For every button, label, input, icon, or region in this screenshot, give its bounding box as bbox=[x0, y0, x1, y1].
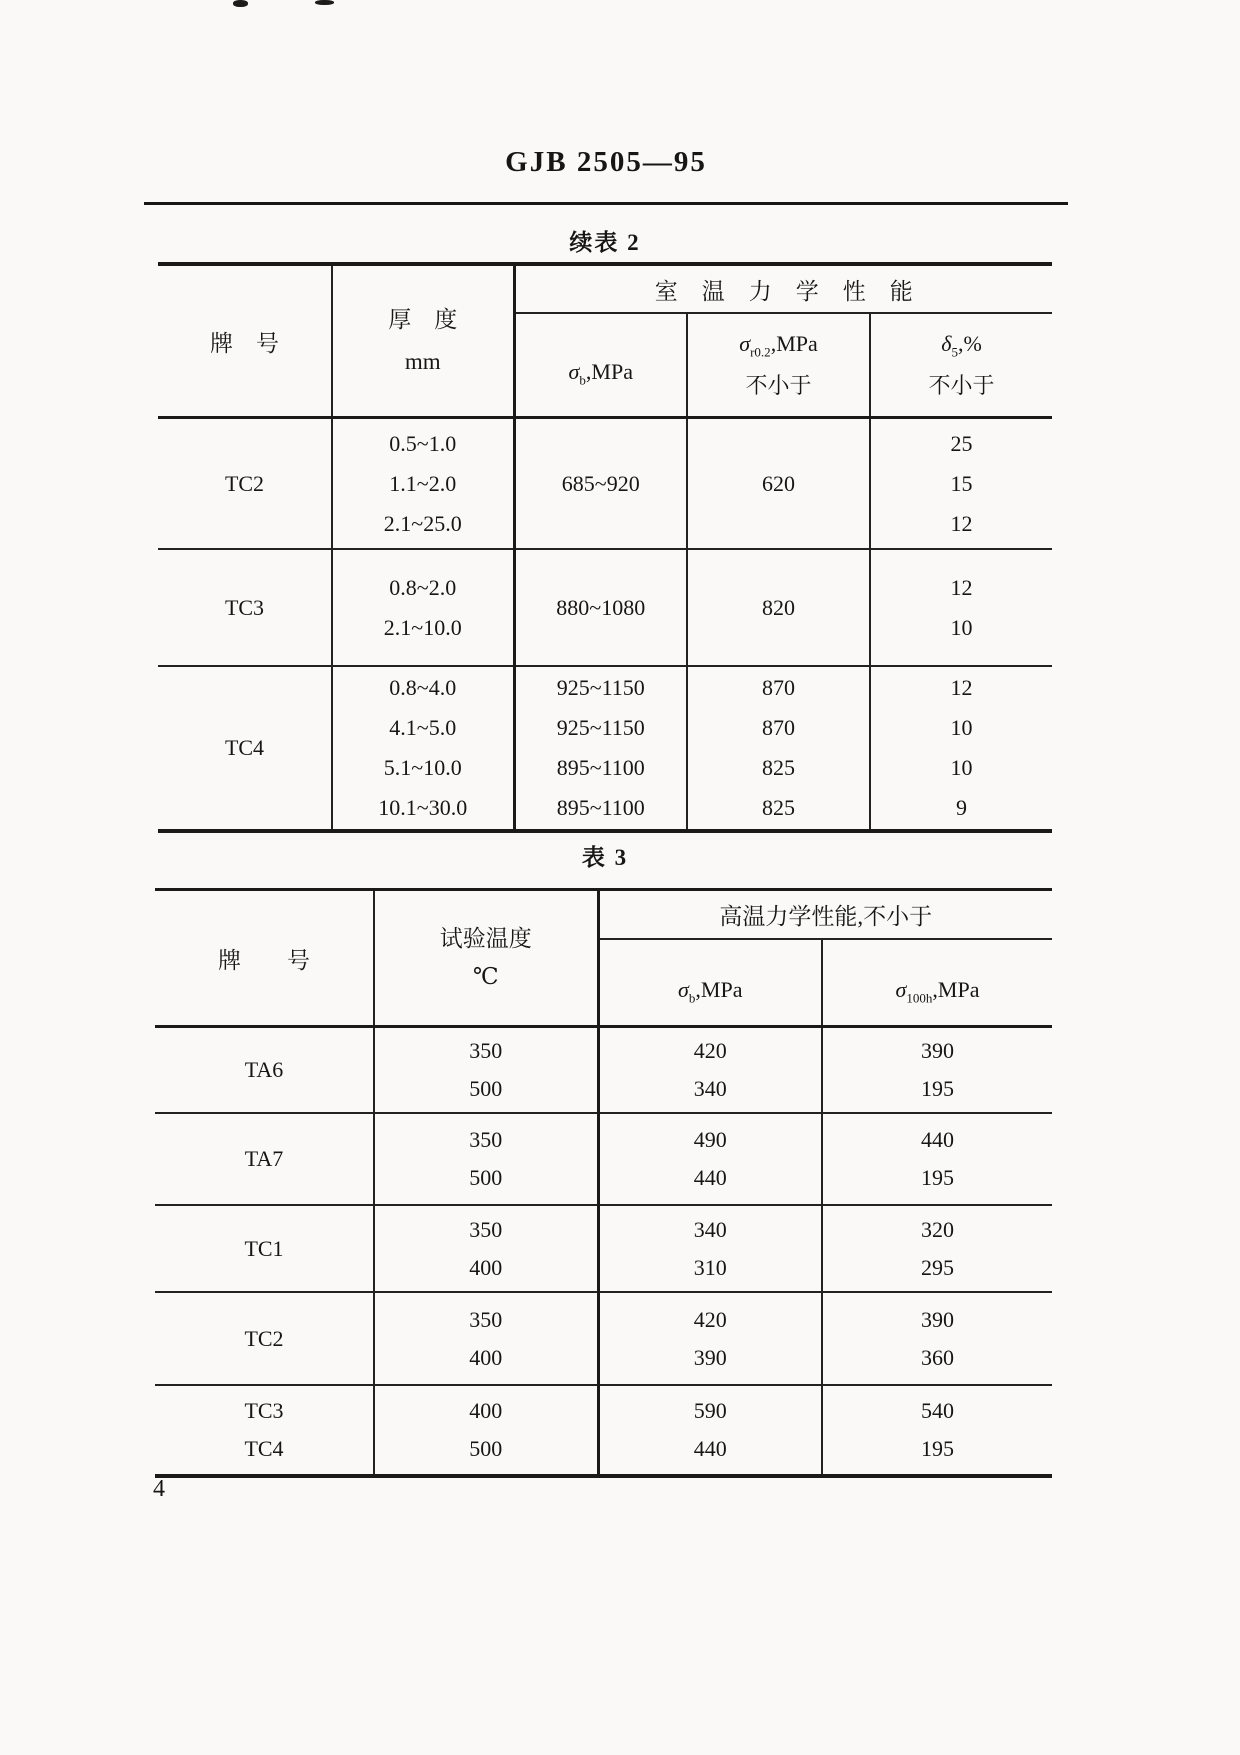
value-line: 12 bbox=[950, 510, 973, 536]
value-line: 400 bbox=[469, 1344, 503, 1370]
sigma-symbol: σ bbox=[739, 331, 751, 356]
value-line: 195 bbox=[921, 1436, 954, 1461]
grade-cell: TC2 bbox=[155, 1292, 374, 1385]
value-line: 10 bbox=[950, 715, 973, 740]
sigma-100h-cell bbox=[822, 1027, 1052, 1114]
value-line: 340 bbox=[693, 1076, 727, 1101]
sigma-r02-cell: 820 bbox=[687, 549, 870, 666]
sigma-b-cell bbox=[598, 1205, 822, 1292]
grade-cell: TA6 bbox=[155, 1027, 374, 1114]
thickness-cell bbox=[332, 666, 514, 831]
not-less-than-note: 不小于 bbox=[745, 373, 812, 398]
value-line: 500 bbox=[469, 1436, 503, 1461]
value-line: 870 bbox=[762, 675, 795, 700]
grade-cell: TA7 bbox=[155, 1113, 374, 1205]
value-line: 390 bbox=[921, 1306, 954, 1332]
value-line: 400 bbox=[469, 1398, 503, 1423]
value-line: 12 bbox=[950, 675, 973, 700]
table2-row-tc4 bbox=[158, 666, 1052, 831]
value-line: 0.5~1.0 bbox=[389, 430, 457, 456]
sigma-r02-cell bbox=[687, 666, 870, 831]
sigma-unit: ,MPa bbox=[770, 331, 818, 356]
sigma-symbol: σ bbox=[678, 976, 689, 1002]
value-line: 25 bbox=[950, 430, 973, 456]
value-line: 295 bbox=[921, 1254, 954, 1280]
thickness-unit: mm bbox=[404, 349, 441, 374]
delta5-cell bbox=[870, 666, 1052, 831]
table3-row-tc3-tc4 bbox=[155, 1385, 1052, 1476]
value-line: 825 bbox=[762, 795, 795, 820]
value-line: 2.1~10.0 bbox=[383, 614, 462, 640]
table2-row-tc3 bbox=[158, 549, 1052, 666]
thickness-cell bbox=[332, 549, 514, 666]
header-rule bbox=[144, 202, 1068, 205]
sigma-b-cell: 880~1080 bbox=[514, 549, 687, 666]
temperature-label: 试验温度 bbox=[439, 926, 532, 951]
sigma-subscript: r0.2 bbox=[750, 344, 771, 360]
temperature-cell bbox=[374, 1385, 598, 1476]
value-line: 925~1150 bbox=[556, 675, 645, 700]
standard-number-title: GJB 2505—95 bbox=[505, 146, 707, 178]
value-line: 195 bbox=[921, 1165, 954, 1190]
sigma-subscript: b bbox=[688, 989, 696, 1005]
value-line: 420 bbox=[693, 1306, 727, 1332]
table2-caption: 续表 2 bbox=[569, 230, 641, 255]
symbol-line bbox=[871, 323, 1052, 365]
table2-delta5-header bbox=[870, 313, 1052, 418]
value-line: 360 bbox=[921, 1344, 954, 1370]
sigma-unit: ,MPa bbox=[695, 976, 743, 1002]
value-line: 440 bbox=[693, 1436, 727, 1461]
sigma-unit: ,MPa bbox=[932, 976, 980, 1002]
delta-symbol: δ bbox=[941, 331, 952, 356]
symbol-line bbox=[688, 323, 869, 365]
value-line: 0.8~4.0 bbox=[389, 675, 457, 700]
sigma-subscript: 100h bbox=[906, 989, 933, 1005]
value-line: 1.1~2.0 bbox=[389, 470, 457, 496]
value-line: 925~1150 bbox=[556, 715, 645, 740]
value-line: 870 bbox=[762, 715, 795, 740]
temperature-unit: ℃ bbox=[472, 964, 499, 989]
delta5-cell bbox=[870, 418, 1052, 550]
sigma-subscript: b bbox=[579, 372, 586, 388]
table2-room-temp-group-header: 室温力学性能 bbox=[514, 264, 1052, 313]
value-line: 350 bbox=[469, 1306, 503, 1332]
temperature-cell bbox=[374, 1027, 598, 1114]
temperature-cell bbox=[374, 1292, 598, 1385]
value-line: 310 bbox=[693, 1254, 727, 1280]
thickness-cell bbox=[332, 418, 514, 550]
table2-sigma-r02-header bbox=[687, 313, 870, 418]
sigma-unit: ,MPa bbox=[585, 359, 633, 384]
value-line: 15 bbox=[950, 470, 973, 496]
value-line: 5.1~10.0 bbox=[383, 755, 462, 780]
table2-header-row-1 bbox=[158, 264, 1052, 313]
table2-sigma-b-header bbox=[514, 313, 687, 418]
value-line: 400 bbox=[469, 1254, 503, 1280]
page-number: 4 bbox=[153, 1476, 165, 1502]
value-line: 500 bbox=[469, 1165, 503, 1190]
table2-thickness-column-header bbox=[332, 264, 514, 418]
scan-artifact bbox=[315, 0, 334, 5]
value-line: 895~1100 bbox=[556, 755, 645, 780]
table3-test-temperature-header bbox=[374, 890, 598, 1027]
value-line: 9 bbox=[956, 795, 967, 820]
sigma-b-cell bbox=[598, 1385, 822, 1476]
table3-row-ta7 bbox=[155, 1113, 1052, 1205]
value-line: 825 bbox=[762, 755, 795, 780]
grade-cell: TC1 bbox=[155, 1205, 374, 1292]
value-line: 350 bbox=[469, 1127, 503, 1152]
sigma-100h-cell bbox=[822, 1292, 1052, 1385]
table2-grade-column-header: 牌 号 bbox=[158, 264, 332, 418]
grade-cell: TC3 bbox=[158, 549, 332, 666]
value-line: 540 bbox=[921, 1398, 954, 1423]
table3-row-ta6 bbox=[155, 1027, 1052, 1114]
value-line: 4.1~5.0 bbox=[389, 715, 457, 740]
table3-high-temp-group-header: 高温力学性能,不小于 bbox=[598, 890, 1052, 940]
table3-caption: 表 3 bbox=[581, 845, 629, 870]
table2-row-tc2 bbox=[158, 418, 1052, 550]
value-line: 340 bbox=[693, 1216, 727, 1242]
table3-row-tc2 bbox=[155, 1292, 1052, 1385]
value-line: 440 bbox=[693, 1165, 727, 1190]
value-line: 490 bbox=[693, 1127, 727, 1152]
value-line: 440 bbox=[921, 1127, 954, 1152]
temperature-cell bbox=[374, 1205, 598, 1292]
table3-sigma-100h-header bbox=[822, 939, 1052, 1027]
value-line: 0.8~2.0 bbox=[389, 574, 457, 600]
value-line: 350 bbox=[469, 1216, 503, 1242]
delta-subscript: 5 bbox=[951, 344, 958, 360]
temperature-cell bbox=[374, 1113, 598, 1205]
value-line: 195 bbox=[921, 1076, 954, 1101]
value-line: 420 bbox=[693, 1038, 727, 1063]
grade-cell: TC2 bbox=[158, 418, 332, 550]
sigma-symbol: σ bbox=[568, 359, 580, 384]
value-line: 10 bbox=[950, 614, 973, 640]
grade-cell: TC4 bbox=[158, 666, 332, 831]
sigma-b-cell bbox=[514, 666, 687, 831]
value-line: 2.1~25.0 bbox=[383, 510, 462, 536]
table3-sigma-b-header bbox=[598, 939, 822, 1027]
sigma-b-cell bbox=[598, 1027, 822, 1114]
value-line: 350 bbox=[469, 1038, 503, 1063]
table-3 bbox=[155, 888, 1052, 1478]
sigma-symbol: σ bbox=[895, 976, 907, 1002]
grade-cell bbox=[155, 1385, 374, 1476]
not-less-than-note: 不小于 bbox=[928, 373, 995, 398]
value-line: 12 bbox=[950, 574, 973, 600]
value-line: 390 bbox=[693, 1344, 727, 1370]
value-line: 590 bbox=[693, 1398, 727, 1423]
sigma-100h-cell bbox=[822, 1113, 1052, 1205]
value-line: TC3 bbox=[244, 1398, 284, 1423]
sigma-r02-cell: 620 bbox=[687, 418, 870, 550]
sigma-b-cell bbox=[598, 1113, 822, 1205]
delta-unit: ,% bbox=[957, 331, 982, 356]
sigma-b-cell: 685~920 bbox=[514, 418, 687, 550]
value-line: TC4 bbox=[244, 1436, 284, 1461]
scan-artifact bbox=[233, 0, 248, 7]
value-line: 10.1~30.0 bbox=[378, 795, 468, 820]
value-line: 320 bbox=[921, 1216, 954, 1242]
value-line: 10 bbox=[950, 755, 973, 780]
value-line: 390 bbox=[921, 1038, 954, 1063]
table3-row-tc1 bbox=[155, 1205, 1052, 1292]
value-line: 500 bbox=[469, 1076, 503, 1101]
continued-table-2 bbox=[158, 262, 1052, 833]
table3-header-row-1 bbox=[155, 890, 1052, 940]
sigma-b-cell bbox=[598, 1292, 822, 1385]
delta5-cell bbox=[870, 549, 1052, 666]
sigma-100h-cell bbox=[822, 1205, 1052, 1292]
table3-grade-column-header: 牌 号 bbox=[155, 890, 374, 1027]
sigma-100h-cell bbox=[822, 1385, 1052, 1476]
thickness-label: 厚 度 bbox=[388, 307, 458, 332]
value-line: 895~1100 bbox=[556, 795, 645, 820]
